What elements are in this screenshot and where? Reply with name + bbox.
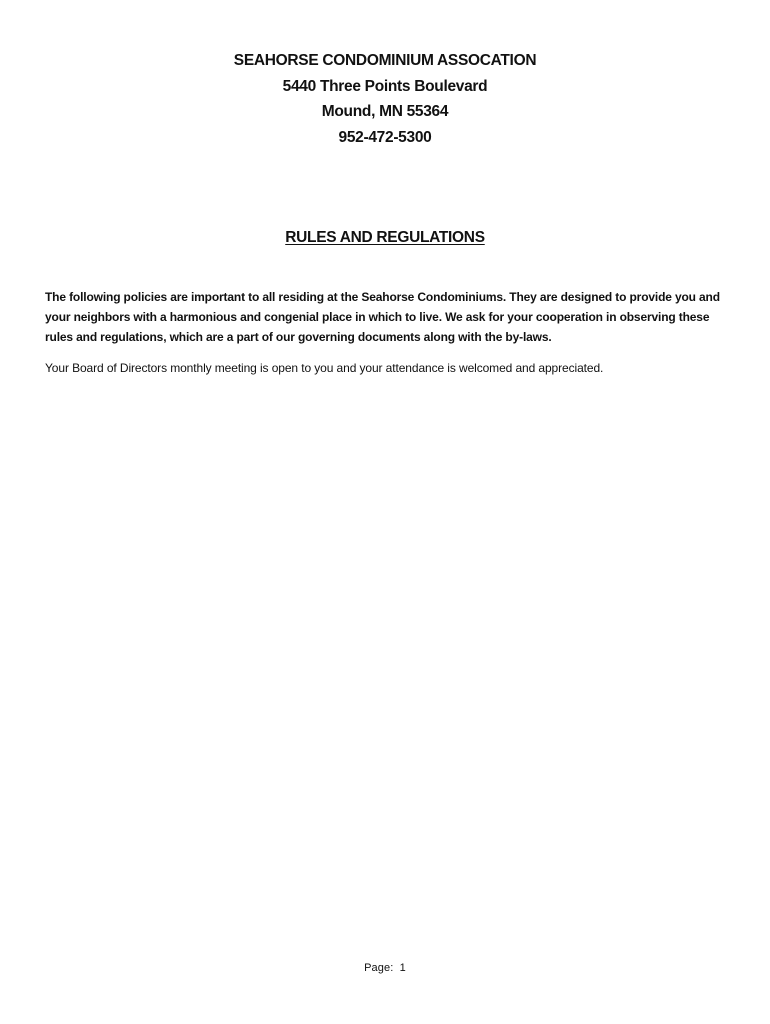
- association-name: SEAHORSE CONDOMINIUM ASSOCATION: [233, 52, 537, 69]
- intro-paragraph: The following policies are important to all residing at the Seahorse Condominiums. They are designed to provide you and your neighbors with a harmonious and congenial place in which to live. We ask for your cooperation in observing these rules and regulations, which are a part of our governing documents along with the by-laws.: [45, 290, 720, 344]
- association-address: 5440 Three Points Boulevard: [282, 77, 488, 95]
- board-meeting-paragraph: Your Board of Directors monthly meeting is open to you and your attendance is welcomed and appreciated.: [45, 361, 604, 375]
- letterhead: [0, 48, 770, 150]
- association-phone: 952-472-5300: [338, 128, 432, 146]
- page-number: 1: [399, 962, 406, 974]
- document-title: RULES AND REGULATIONS: [285, 229, 485, 246]
- association-city-state-zip: Mound, MN 55364: [321, 103, 449, 120]
- page-label: Page:: [364, 962, 394, 974]
- page-footer: [0, 962, 770, 974]
